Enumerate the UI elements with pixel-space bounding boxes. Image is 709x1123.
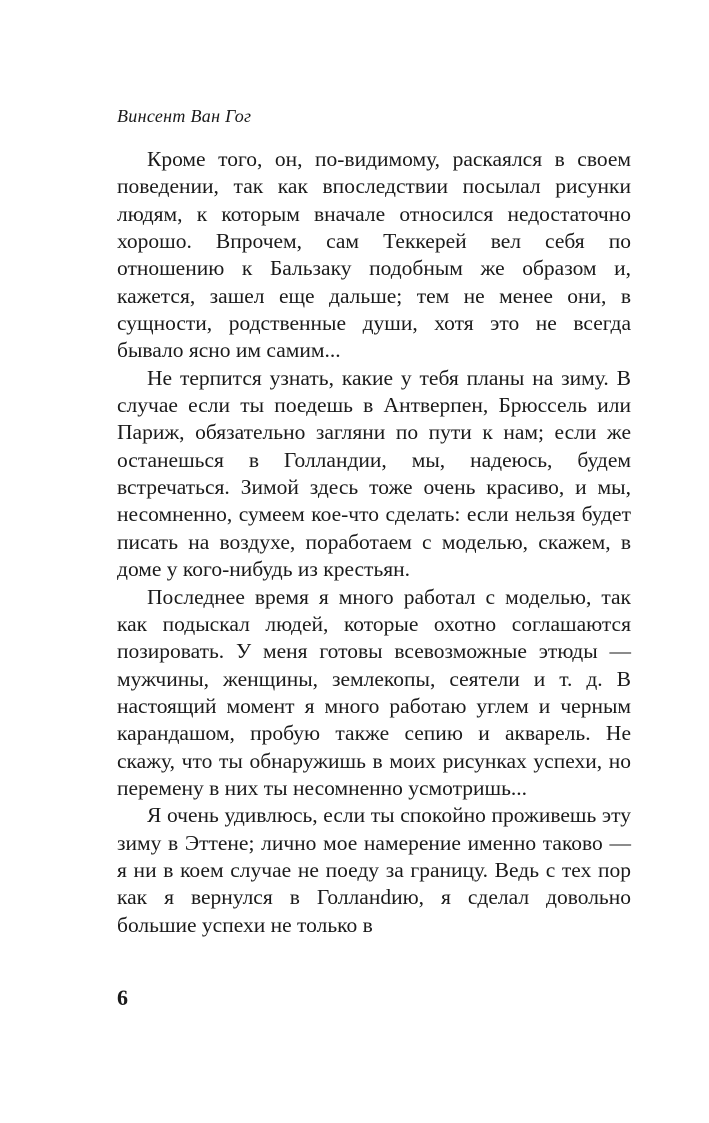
paragraph-4: Я очень удивлюсь, если ты спокойно проживешь эту зиму в Эттене; лично мое намерение именно таково — я ни в коем случае не поеду за границу. Ведь с тех пор как я вернулся в Голланdию, я сделал довольно большие успехи не только в (117, 803, 631, 937)
body-text (117, 146, 631, 939)
book-page (117, 0, 631, 1123)
running-head: Винсент Ван Гог (117, 106, 252, 126)
paragraph-1: Кроме того, он, по-видимому, раскаялся в своем поведении, так как впоследствии посылал рисунки людям, к которым вначале относился недостаточно хорошо. Впрочем, сам Теккерей вел себя по отношению к Бальзаку подобным же образом и, кажется, зашел еще дальше; тем не менее они, в сущности, родственные души, хотя это не всегда бывало ясно им самим... (117, 147, 631, 363)
paragraph-2: Не терпится узнать, какие у тебя планы на зиму. В случае если ты поедешь в Антверпен, Брюссель или Париж, обязательно загляни по пути к нам; если же останешься в Голландии, мы, надеюсь, будем встречаться. Зимой здесь тоже очень красиво, и мы, несомненно, сумеем кое-что сделать: если нельзя будет писать на воздухе, поработаем с моделью, скажем, в доме у кого-нибудь из крестьян. (117, 365, 631, 582)
page-number: 6 (117, 985, 128, 1010)
paragraph-3: Последнее время я много работал с моделью, так как подыскал людей, которые охотно соглашаются позировать. У меня готовы всевозможные этюды — мужчины, женщины, землекопы, сеятели и т. д. В настоящий момент я много работаю углем и черным карандашом, пробую также сепию и акварель. Не скажу, что ты обнаружишь в моих рисунках успехи, но перемену в них ты несомненно усмотришь... (117, 584, 631, 800)
